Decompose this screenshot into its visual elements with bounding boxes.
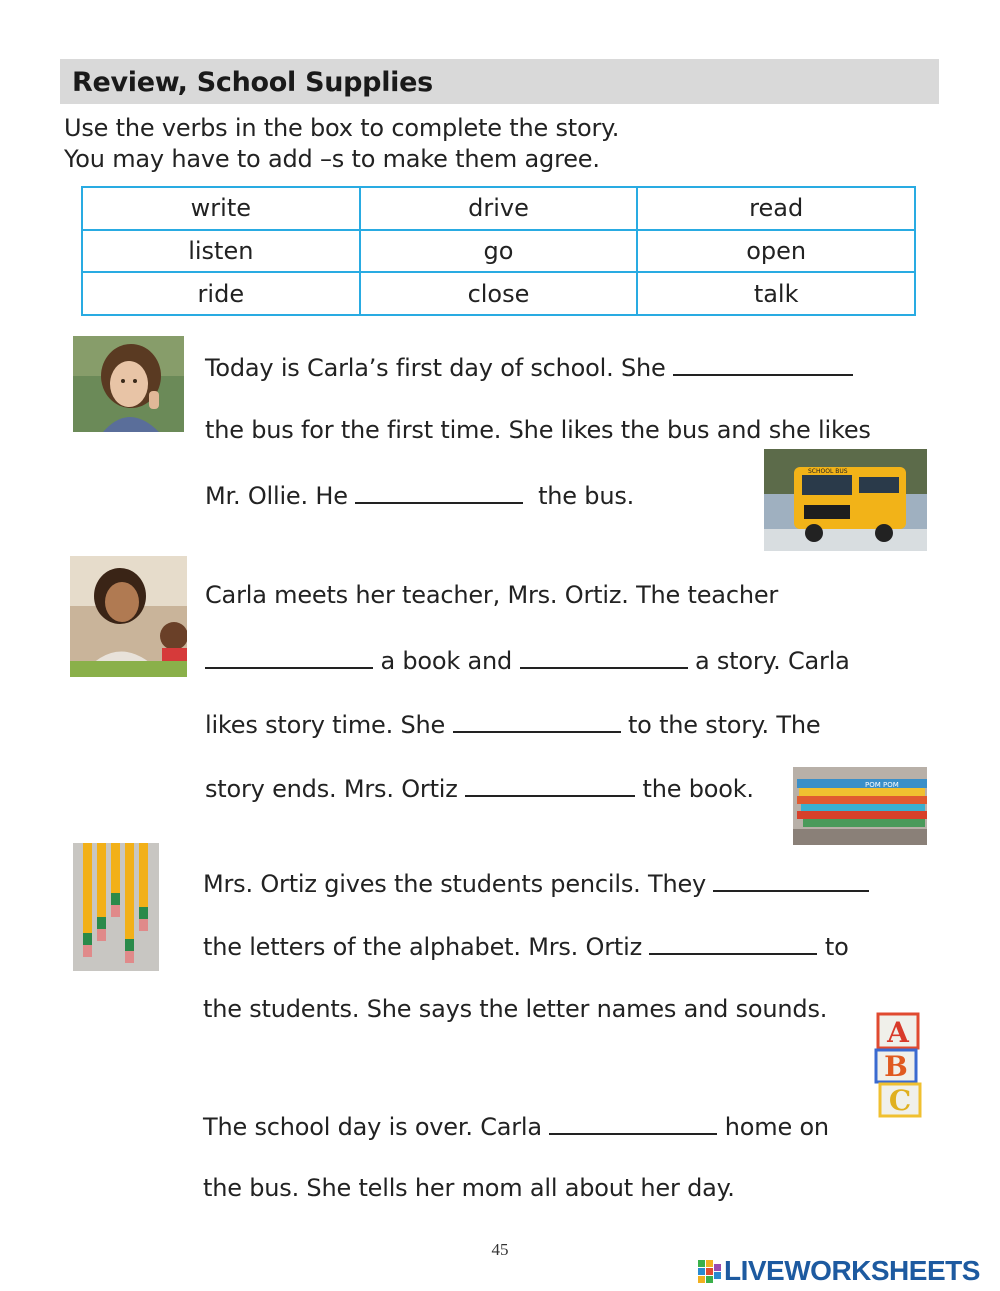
story-text: The school day is over. Carla [203,1113,542,1141]
verb-cell: talk [637,272,915,315]
verb-cell: drive [360,187,638,230]
books-photo [793,767,927,845]
answer-blank[interactable] [355,480,523,504]
story-text: the bus. [538,482,635,510]
story-text: to [824,933,849,961]
pencils-photo [73,843,159,971]
verb-row [82,230,915,273]
verb-row [82,272,915,315]
brand-name: LIVEWORKSHEETS [724,1255,980,1286]
logo-icon [698,1260,722,1286]
story-text: home on [724,1113,829,1141]
answer-blank[interactable] [520,645,688,669]
page-title: Review, School Supplies [72,67,433,98]
girl-photo [73,336,184,432]
verb-row [82,187,915,230]
story-text: story ends. Mrs. Ortiz [205,775,458,803]
story-line: Carla meets her teacher, Mrs. Ortiz. The teacher [205,581,779,609]
bus-sign: SCHOOL BUS [808,468,848,475]
story-text: likes story time. She [205,711,446,739]
abc-blocks-photo [870,1010,926,1118]
book-spine-label: POM POM [865,781,899,789]
answer-blank[interactable] [649,931,817,955]
story-line [205,480,634,510]
story-line: the bus for the first time. She likes the bus and she likes [205,416,871,444]
verb-box [81,186,916,316]
answer-blank[interactable] [673,352,853,376]
verb-cell: go [360,230,638,273]
story-text: Today is Carla’s first day of school. She [205,354,666,382]
answer-blank[interactable] [205,645,373,669]
verb-cell: listen [82,230,360,273]
story-line [205,709,820,739]
story-text: a book and [380,647,513,675]
verb-cell: write [82,187,360,230]
instruction-line-1: Use the verbs in the box to complete the story. [64,114,620,142]
answer-blank[interactable] [465,773,635,797]
story-line [203,1111,829,1141]
school-bus-photo [764,449,927,551]
story-text: the letters of the alphabet. Mrs. Ortiz [203,933,642,961]
story-line [203,931,849,961]
story-text: Mr. Ollie. He [205,482,348,510]
page-number: 45 [491,1240,509,1259]
answer-blank[interactable] [713,868,869,892]
verb-cell: read [637,187,915,230]
verb-cell: close [360,272,638,315]
instruction-line-2: You may have to add –s to make them agree. [64,145,600,173]
verb-cell: ride [82,272,360,315]
answer-blank[interactable] [549,1111,717,1135]
story-line [205,773,754,803]
story-text: a story. Carla [694,647,850,675]
story-text: the book. [642,775,754,803]
story-text: Mrs. Ortiz gives the students pencils. They [203,870,707,898]
story-line: the students. She says the letter names and sounds. [203,995,828,1023]
header-bar [60,59,939,104]
block-letter: C [888,1084,912,1117]
story-line: the bus. She tells her mom all about her day. [203,1174,735,1202]
story-text: to the story. The [627,711,821,739]
answer-blank[interactable] [453,709,621,733]
story-line [203,868,869,898]
block-letter: B [884,1050,908,1083]
block-letter: A [887,1016,909,1049]
story-line [205,352,853,382]
teacher-photo [70,556,187,677]
verb-cell: open [637,230,915,273]
story-line [205,645,850,675]
